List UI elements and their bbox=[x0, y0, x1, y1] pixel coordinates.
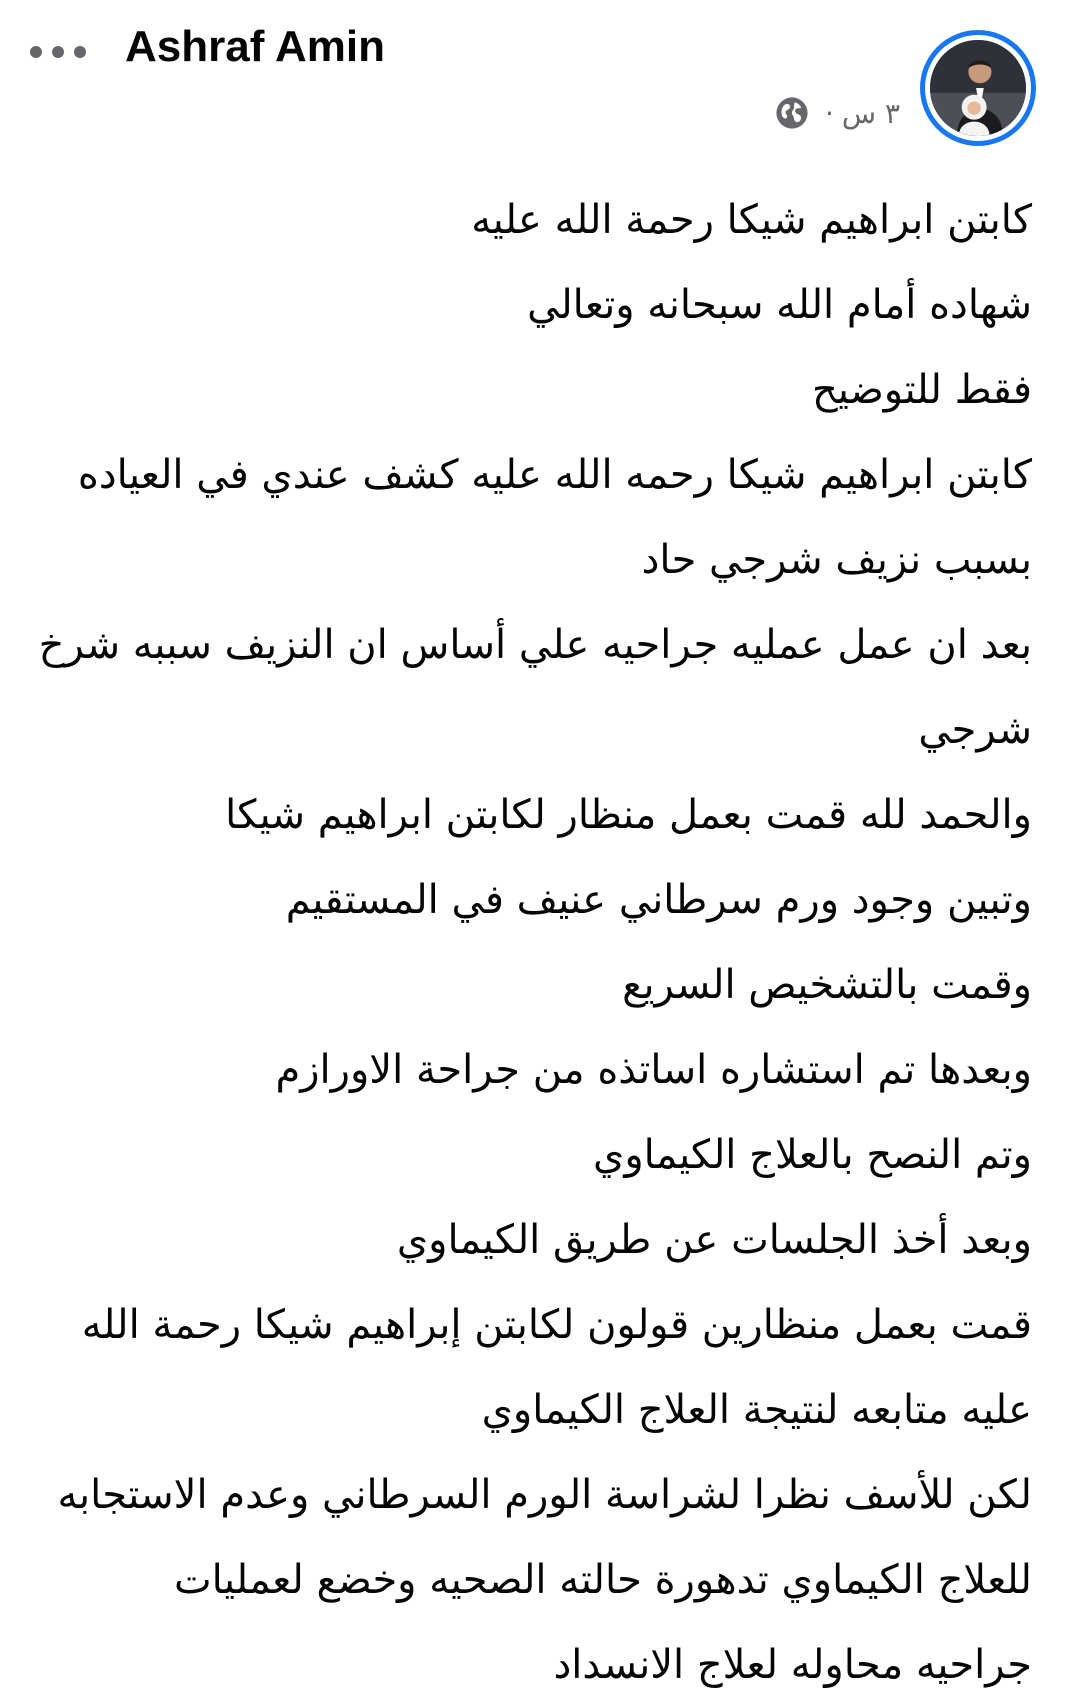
post-line: وتم النصح بالعلاج الكيماوي bbox=[593, 1132, 1032, 1178]
post-line: وقمت بالتشخيص السريع bbox=[622, 962, 1032, 1008]
globe-icon[interactable] bbox=[775, 96, 809, 130]
post-line: وبعدها تم استشاره اساتذه من جراحة الاورازم bbox=[275, 1047, 1032, 1093]
post-line: شهاده أمام الله سبحانه وتعالي bbox=[527, 282, 1032, 328]
post-text bbox=[30, 178, 1032, 1708]
post-line: بعد ان عمل عمليه جراحيه علي أساس ان النزيف سببه شرخ bbox=[38, 622, 1032, 668]
meta-separator: · bbox=[824, 96, 834, 130]
post-line: وتبين وجود ورم سرطاني عنيف في المستقيم bbox=[285, 877, 1032, 923]
post-line: كابتن ابراهيم شيكا رحمة الله عليه bbox=[471, 197, 1032, 243]
post-line: كابتن ابراهيم شيكا رحمه الله عليه كشف عندي في العياده bbox=[77, 452, 1032, 498]
author-name[interactable]: Ashraf Amin bbox=[125, 22, 385, 71]
post-line: للعلاج الكيماوي تدهورة حالته الصحيه وخضع لعمليات bbox=[174, 1557, 1032, 1603]
post-line: فقط للتوضيح bbox=[811, 367, 1032, 413]
post-line: جراحيه محاوله لعلاج الانسداد bbox=[553, 1642, 1032, 1688]
more-horizontal-icon[interactable] bbox=[30, 40, 88, 64]
post-header bbox=[0, 0, 1080, 165]
post-line: والحمد لله قمت بعمل منظار لكابتن ابراهيم شيكا bbox=[225, 792, 1032, 838]
post-line: وبعد أخذ الجلسات عن طريق الكيماوي bbox=[396, 1217, 1032, 1263]
post-line: قمت بعمل منظارين قولون لكابتن إبراهيم شيكا رحمة الله bbox=[81, 1302, 1032, 1348]
post-line: لكن للأسف نظرا لشراسة الورم السرطاني وعدم الاستجابه bbox=[57, 1472, 1032, 1518]
post-time[interactable]: ٣ س bbox=[841, 96, 900, 130]
post-meta bbox=[775, 96, 900, 130]
post-line: بسبب نزيف شرجي حاد bbox=[641, 537, 1032, 583]
post-line: عليه متابعه لنتيجة العلاج الكيماوي bbox=[481, 1387, 1032, 1433]
post-line: شرجي bbox=[918, 707, 1032, 753]
author-avatar[interactable] bbox=[920, 30, 1036, 146]
avatar-photo bbox=[930, 40, 1026, 136]
